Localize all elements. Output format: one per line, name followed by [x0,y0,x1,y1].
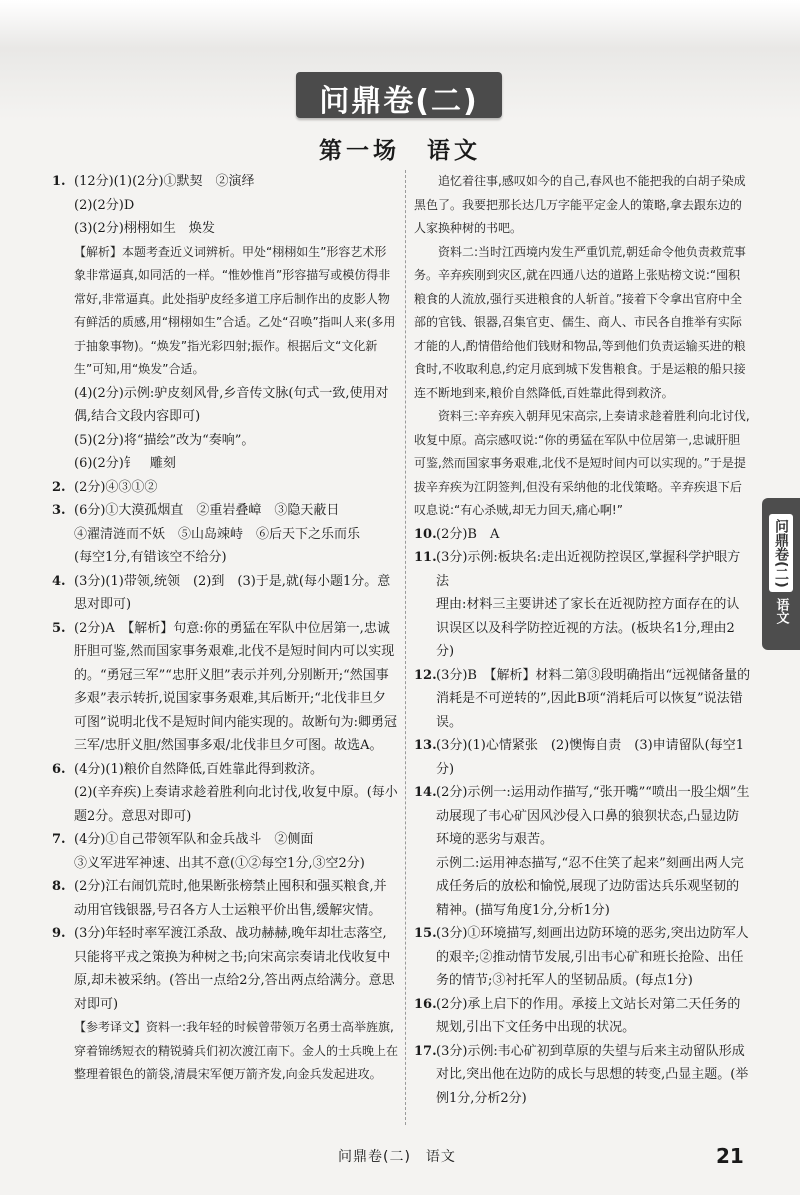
answer-item [414,664,752,735]
answer-item [52,875,398,922]
answer-line: ④濯清涟而不妖 ⑤山岛竦峙 ⑥后天下之乐而乐 [74,526,361,542]
answer-line: (2分)④③①② [74,479,158,495]
answer-number: 9. [52,926,66,941]
answer-number: 15. [414,926,437,941]
answer-number: 13. [414,738,437,753]
answer-line: (2分)B A [436,526,500,542]
answer-item [52,617,398,758]
side-tab [762,498,800,650]
answer-item [414,993,752,1040]
answer-item [52,499,398,570]
answer-number: 8. [52,879,66,894]
banner-title: 问鼎卷(二) [319,84,479,119]
answer-line: (2)(辛弃疾)上奏请求趁着胜利向北讨伐,收复中原。(每小题2分。意思对即可) [74,785,398,824]
answer-line: 【参考译文】资料一:我年轻的时候曾带领万名勇士高举旌旗,穿着锦绣短衣的精锐骑兵们初次渡江南下。金人的士兵晚上在整理着银色的箭袋,清晨宋军便万箭齐发,向金兵发起进攻。 [74,1020,399,1081]
answer-line: (每空1分,有错该空不给分) [74,550,227,565]
answer-item [414,781,752,922]
answer-line: 理由:材料三主要讲述了家长在近视防控方面存在的认识误区以及科学防控近视的方法。(板块名1分,理由2分) [436,597,740,659]
answer-line: (3分)示例:韦心矿初到草原的失望与后来主动留队形成对比,突出他在边防的成长与思想的转变,凸显主题。(举例1分,分析2分) [436,1043,749,1106]
answer-number: 10. [414,526,437,542]
answer-line: (3分)(1)心情紧张 (2)懊悔自责 (3)申请留队(每空1分) [436,738,745,777]
page-number: 21 [716,1144,744,1168]
answer-item [414,523,752,547]
answer-line: (12分)(1)(2分)①默契 ②演绎 [74,174,255,189]
answer-number: 14. [414,785,437,800]
answer-item [52,570,398,617]
answer-item [414,1040,752,1111]
answer-line: (3分)B 【解析】材料二第③段明确指出“远视储备量的消耗是不可逆转的”,因此B项“消耗后可以恢复”说法错误。 [436,667,751,730]
answer-number: 2. [52,479,66,495]
left-column [52,170,398,1087]
answer-line: (6)(2分)钅 雕刻 [74,456,176,471]
footer-text: 问鼎卷(二) 语文 [338,1149,456,1165]
column-divider [405,170,406,1125]
answer-line: (4分)①自己带领军队和金兵战斗 ②侧面 [74,832,314,847]
answer-item [414,546,752,664]
translation-paragraph: 追忆着往事,感叹如今的自己,春风也不能把我的白胡子染成黑色了。我要把那长达几万字能平定金人的策略,拿去跟东边的人家换种树的书吧。 [414,174,746,235]
answer-number: 4. [52,573,66,589]
answer-item [52,476,398,500]
answer-item [52,828,398,875]
answer-line: (6分)①大漠孤烟直 ②重岩叠嶂 ③隐天蔽日 [74,503,340,518]
answer-number: 3. [52,503,66,518]
answer-line: (3分)(1)带领,统领 (2)到 (3)于是,就(每小题1分。意思对即可) [74,573,391,612]
answer-number: 12. [414,667,437,683]
answer-line: (4分)(1)粮价自然降低,百姓靠此得到救济。 [74,761,323,777]
answer-line: 示例二:运用神态描写,“忍不住笑了起来”刻画出两人完成任务后的放松和愉悦,展现了边防雷达兵乐观坚韧的精神。(描写角度1分,分析1分) [436,855,744,918]
answer-item [52,170,398,476]
exam-banner [296,72,502,118]
answer-line: (3)(2分)栩栩如生 焕发 [74,221,215,236]
answer-number: 17. [414,1043,437,1059]
answer-line: ③义军进军神速、出其不意(①②每空1分,③空2分) [74,855,365,871]
answer-number: 5. [52,620,66,636]
answer-number: 16. [414,996,437,1012]
answer-line: (2)(2分)D [74,197,135,213]
translation-continued [414,170,752,523]
answer-line: (2分)承上启下的作用。承接上文站长对第二天任务的规划,引出下文任务中出现的状况。 [436,996,741,1035]
translation-paragraph: 资料二:当时江西境内发生严重饥荒,朝廷命令他负责救荒事务。辛弃疾刚到灾区,就在四通八达的道路上张贴榜文说:“囤积粮食的人流放,强行买进粮食的人斩首。”接着下令拿出官府中全部的官钱、银器,召集官吏、儒生、商人、市民各自推举有实际才能的人,酌情借给他们钱财和物品,等到他们负责运输买进的粮食时,不收取利息,约定月底到城下发售粮食。于是运粮的船只接连不断地到来,粮价自然降低,百姓靠此得到救济。 [414,244,746,400]
answer-number: 11. [414,550,437,565]
side-tab-subject: 语文 [773,598,789,624]
answer-number: 1. [52,174,66,189]
answer-line: (3分)①环境描写,刻画出边防环境的恶劣,突出边防军人的艰辛;②推动情节发展,引出韦心矿和班长抢险、出任务的情节;③衬托军人的坚韧品质。(每点1分) [436,926,749,988]
answer-item [414,734,752,781]
translation-paragraph: 资料三:辛弃疾入朝拜见宋高宗,上奏请求趁着胜利向北讨伐,收复中原。高宗感叹说:“你的勇猛在军队中位居第一,忠诚肝胆可鉴,然而国家事务艰难,北伐不是短时间内可以实现的。”于是提拔辛弃疾为江阴签判,但没有采纳他的北伐策略。辛弃疾退下后叹息说:“有心杀贼,却无力回天,痛心啊!” [414,409,750,517]
answer-line: (3分)年轻时率军渡江杀敌、战功赫赫,晚年却壮志落空,只能将平戎之策换为种树之书;向宋高宗奏请北伐收复中原,却未被采纳。(答出一点给2分,答出两点给满分。意思对即可) [74,926,395,1012]
section-title: 第一场 语文 [319,138,481,164]
answer-line: (2分)江右闹饥荒时,他果断张榜禁止囤积和强买粮食,并动用官钱银器,号召各方人士运粮平价出售,缓解灾情。 [74,879,387,918]
answer-line: 【解析】本题考查近义词辨析。甲处“栩栩如生”形容艺术形象非常逼真,如同活的一样。“惟妙惟肖”形容描写或模仿得非常好,非常逼真。此处指驴皮经多道工序后制作出的皮影人物有鲜活的质感,用“栩栩如生”合适。乙处“召唤”指叫人来(多用于抽象事物)。“焕发”指光彩四射;振作。根据后文“文化新生”可知,用“焕发”合适。 [74,244,396,376]
answer-number: 7. [52,832,66,847]
answer-line: (2分)示例一:运用动作描写,“张开嘴”“喷出一股尘烟”生动展现了韦心矿因风沙侵入口鼻的狼狈状态,凸显边防环境的恶劣与艰苦。 [436,785,750,847]
answer-line: (3分)示例:板块名:走出近视防控误区,掌握科学护眼方法 [436,550,741,589]
answer-item [52,758,398,829]
answer-item [414,922,752,993]
answer-list-right [414,523,752,1111]
answer-line: (4)(2分)示例:驴皮刻风骨,乡音传文脉(句式一致,使用对偶,结合文段内容即可) [74,385,389,424]
answer-line: (2分)A 【解析】句意:你的勇猛在军队中位居第一,忠诚肝胆可鉴,然而国家事务艰难,北伐不是短时间内可以实现的。“勇冠三军”“忠肝义胆”表示并列,分别断开;“然国事多艰”表示转折,说国家事务艰难,其后断开;“北伐非旦夕可图”说明北伐不是短时间内能实现的。故断句为:卿勇冠三军/忠肝义胆/然国事多艰/北伐非旦夕可图。故选A。 [74,620,398,753]
side-tab-title: 问鼎卷(二) [769,514,793,592]
right-column [414,170,752,1110]
answer-line: (5)(2分)将“描绘”改为“奏响”。 [74,432,255,448]
answer-number: 6. [52,761,66,777]
answer-item [52,922,398,1087]
